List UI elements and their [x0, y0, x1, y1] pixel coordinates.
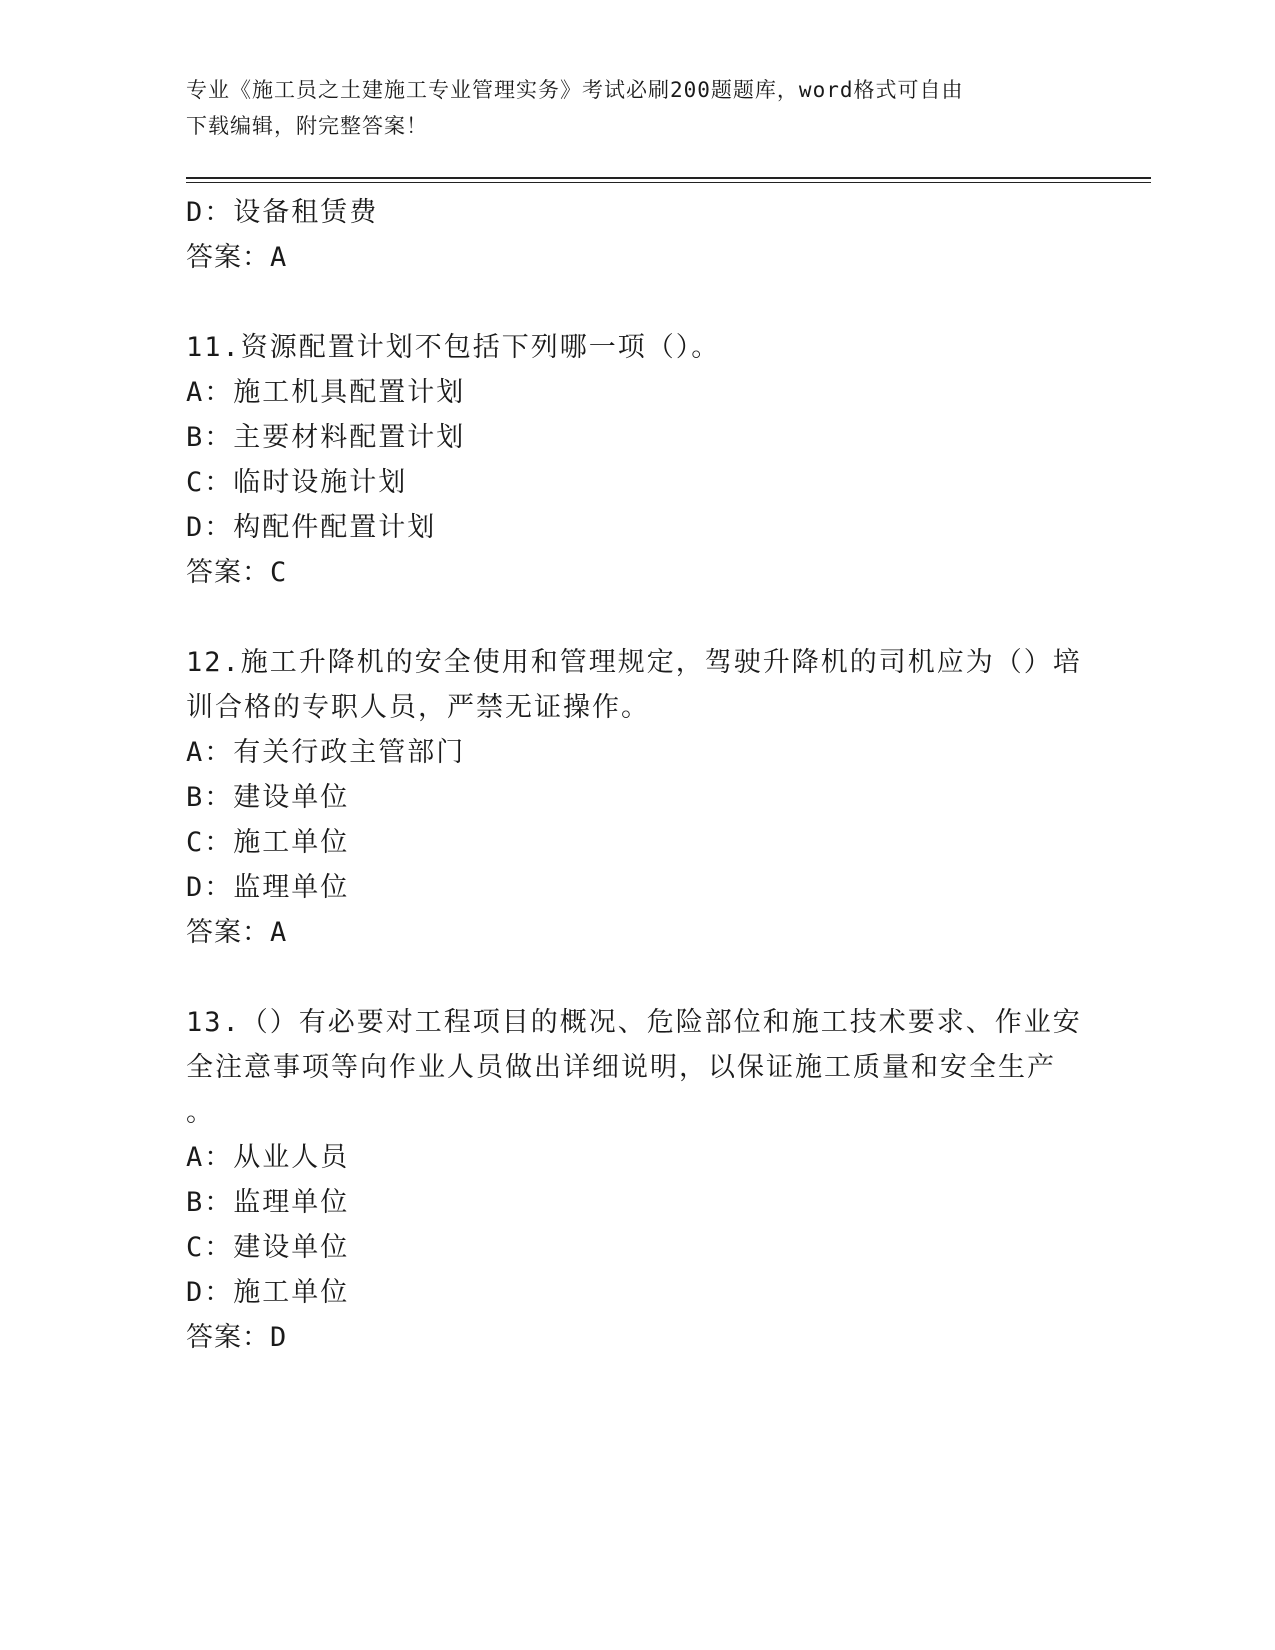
q13-option-d: D：施工单位 [186, 1277, 350, 1308]
prev-answer: 答案：A [186, 242, 288, 273]
q13-option-c: C：建设单位 [186, 1232, 350, 1263]
q12-stem-line-1: 12.施工升降机的安全使用和管理规定，驾驶升降机的司机应为（）培 [186, 647, 1082, 678]
header-line-2: 下载编辑，附完整答案！ [186, 114, 428, 138]
q12-option-d: D：监理单位 [186, 872, 350, 903]
q13-answer: 答案：D [186, 1322, 288, 1353]
header-rule-thin [186, 182, 1151, 183]
q12-option-a: A：有关行政主管部门 [186, 737, 466, 768]
q11-option-c: C：临时设施计划 [186, 467, 408, 498]
q12-stem-line-2: 训合格的专职人员，严禁无证操作。 [186, 692, 650, 723]
q13-option-b: B：监理单位 [186, 1187, 350, 1218]
prev-option-d: D：设备租赁费 [186, 197, 379, 228]
q13-option-a: A：从业人员 [186, 1142, 350, 1173]
q11-answer: 答案：C [186, 557, 288, 588]
q11-option-a: A：施工机具配置计划 [186, 377, 466, 408]
q13-stem-line-3: 。 [186, 1097, 215, 1128]
page-header [186, 72, 1076, 144]
q11-option-d: D：构配件配置计划 [186, 512, 437, 543]
q12-option-b: B：建设单位 [186, 782, 350, 813]
header-line-1: 专业《施工员之土建施工专业管理实务》考试必刷200题题库，word格式可自由 [186, 78, 964, 102]
q12-option-c: C：施工单位 [186, 827, 350, 858]
header-rule-thick [186, 177, 1151, 179]
q12-answer: 答案：A [186, 917, 288, 948]
q11-option-b: B：主要材料配置计划 [186, 422, 466, 453]
q13-stem-line-2: 全注意事项等向作业人员做出详细说明，以保证施工质量和安全生产 [186, 1052, 1056, 1083]
q11-stem: 11.资源配置计划不包括下列哪一项（）。 [186, 332, 721, 363]
q13-stem-line-1: 13.（）有必要对工程项目的概况、危险部位和施工技术要求、作业安 [186, 1007, 1082, 1038]
